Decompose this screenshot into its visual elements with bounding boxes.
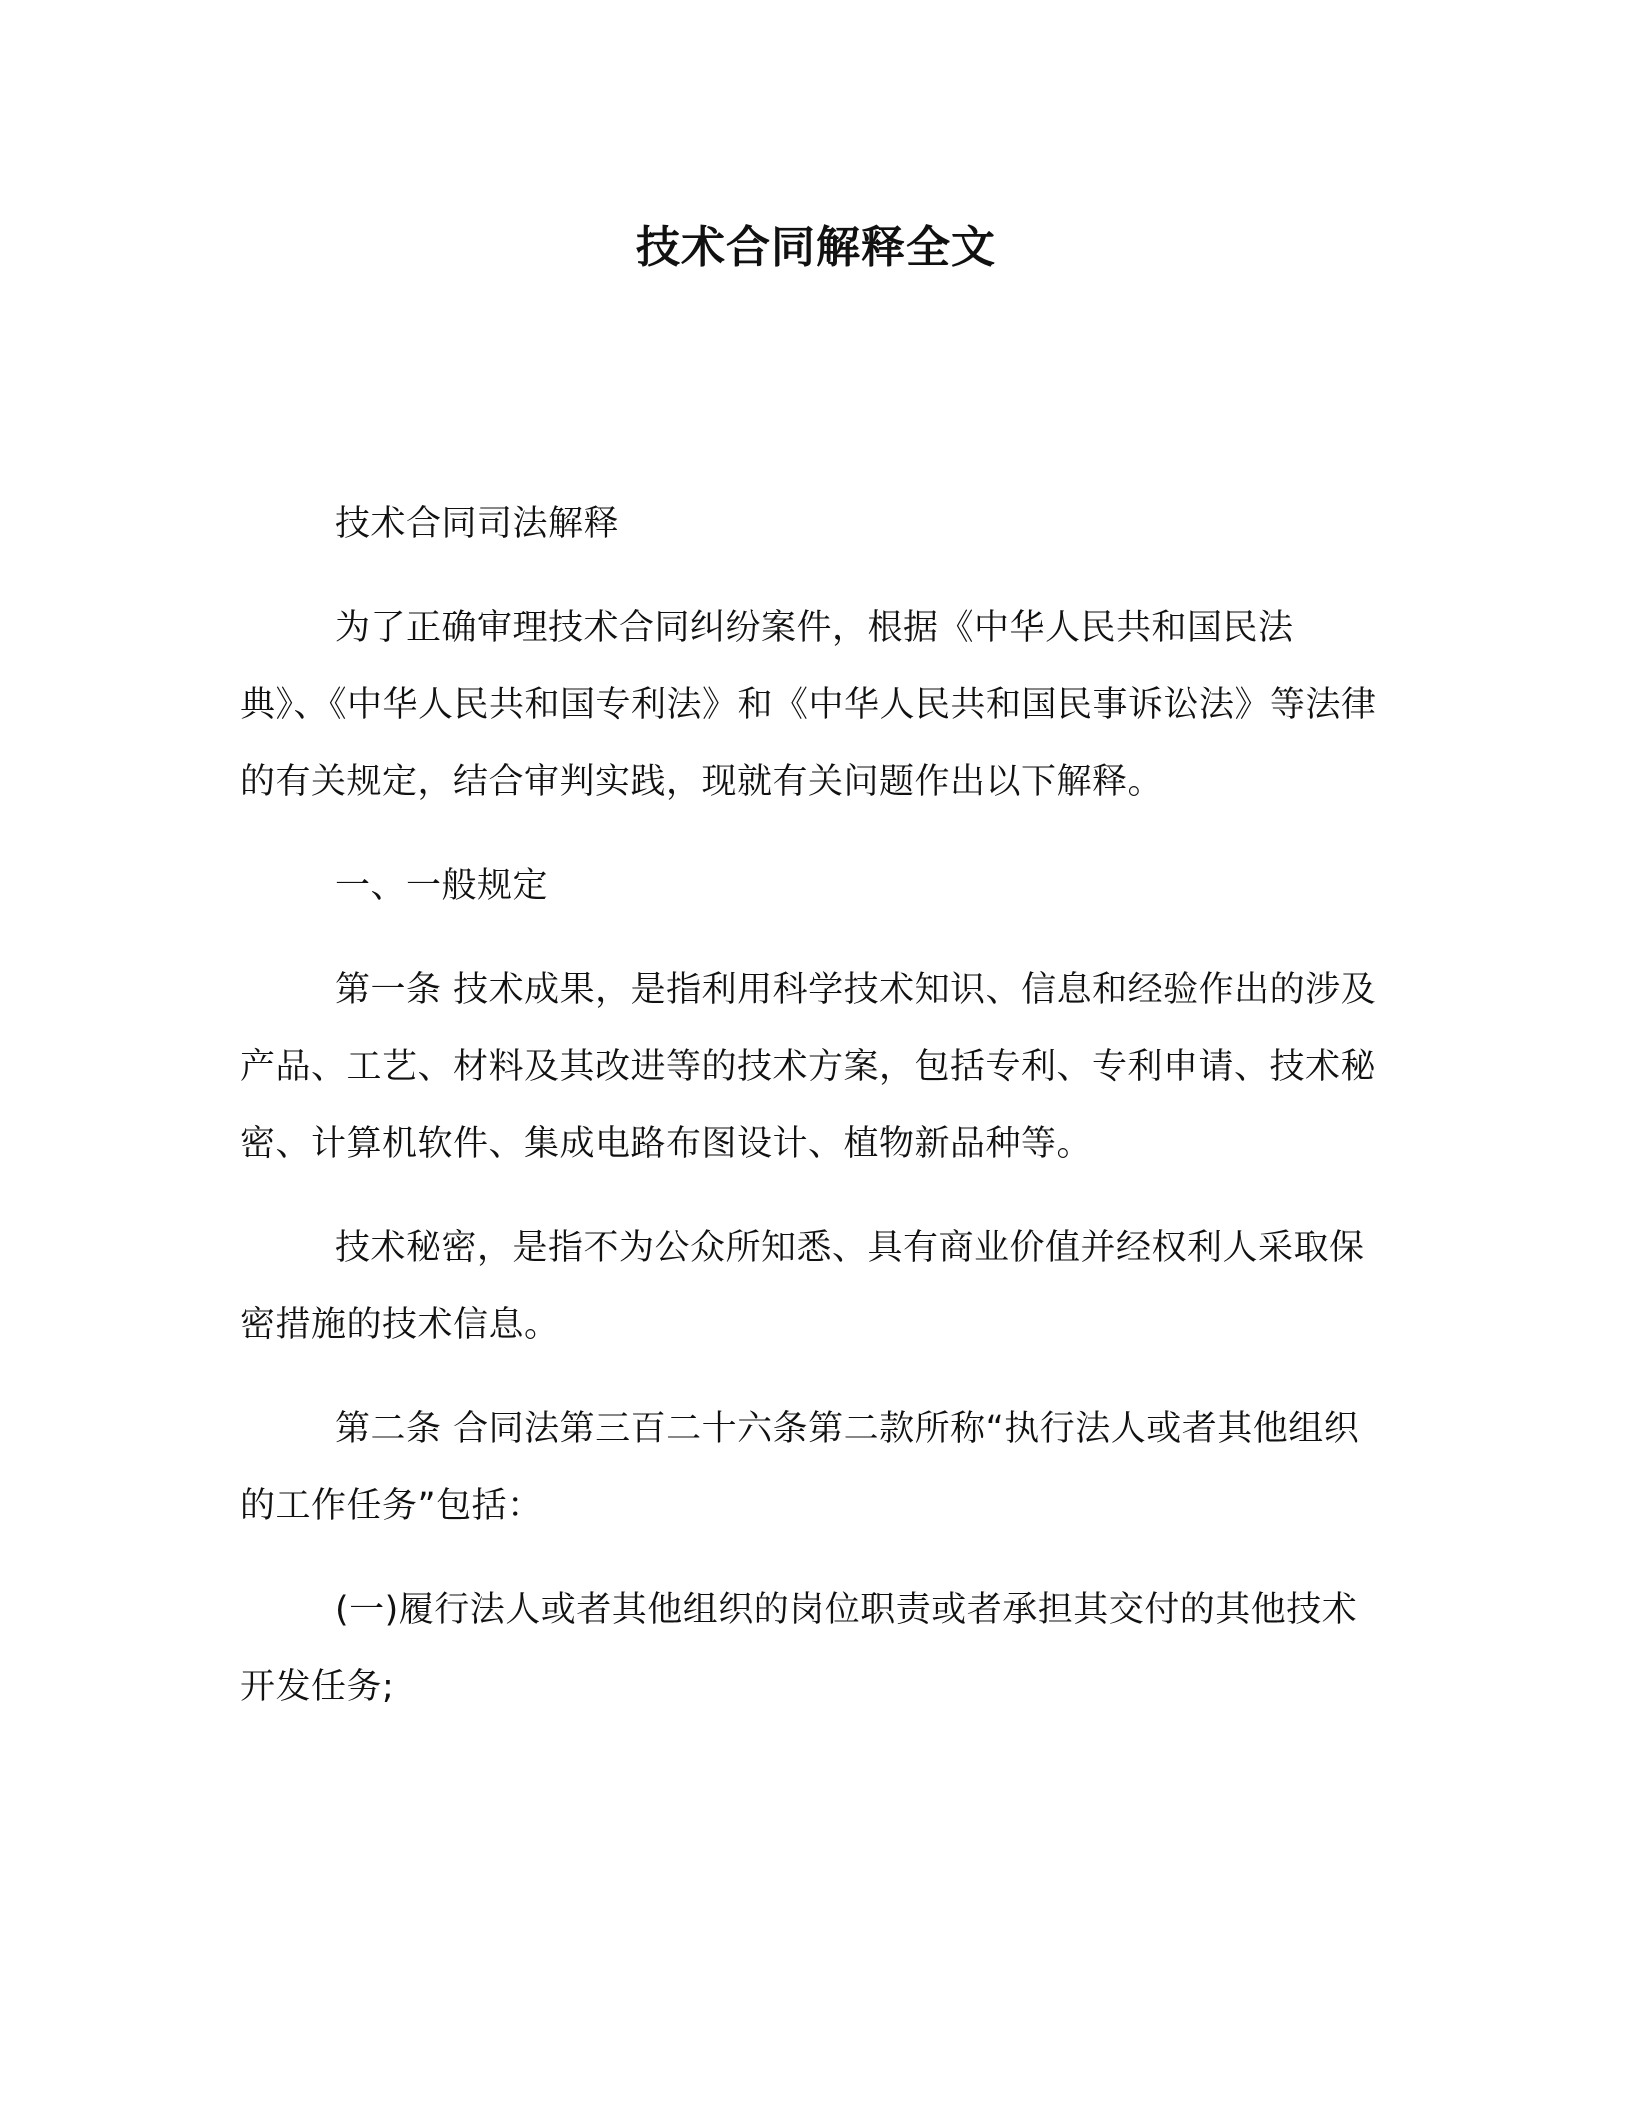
- preamble-paragraph: 为了正确审理技术合同纠纷案件，根据《中华人民共和国民法典》、《中华人民共和国专利法》和《中华人民共和国民事诉讼法》等法律的有关规定，结合审判实践，现就有关问题作出以下解释。: [240, 608, 1377, 802]
- document-title: 技术合同解释全文: [636, 222, 996, 273]
- article-2-item-1: (一)履行法人或者其他组织的岗位职责或者承担其交付的其他技术开发任务;: [240, 1590, 1358, 1707]
- technical-secret-paragraph: 技术秘密，是指不为公众所知悉、具有商业价值并经权利人采取保密措施的技术信息。: [240, 1228, 1365, 1345]
- article-1-paragraph: 第一条 技术成果，是指利用科学技术知识、信息和经验作出的涉及产品、工艺、材料及其改进等的技术方案，包括专利、专利申请、技术秘密、计算机软件、集成电路布图设计、植物新品种等。: [240, 970, 1377, 1164]
- document-body: [240, 486, 1380, 1753]
- section-heading: 技术合同司法解释: [335, 504, 620, 544]
- article-2-paragraph: 第二条 合同法第三百二十六条第二款所称“执行法人或者其他组织的工作任务”包括：: [240, 1409, 1360, 1526]
- chapter-heading: 一、一般规定: [335, 866, 549, 906]
